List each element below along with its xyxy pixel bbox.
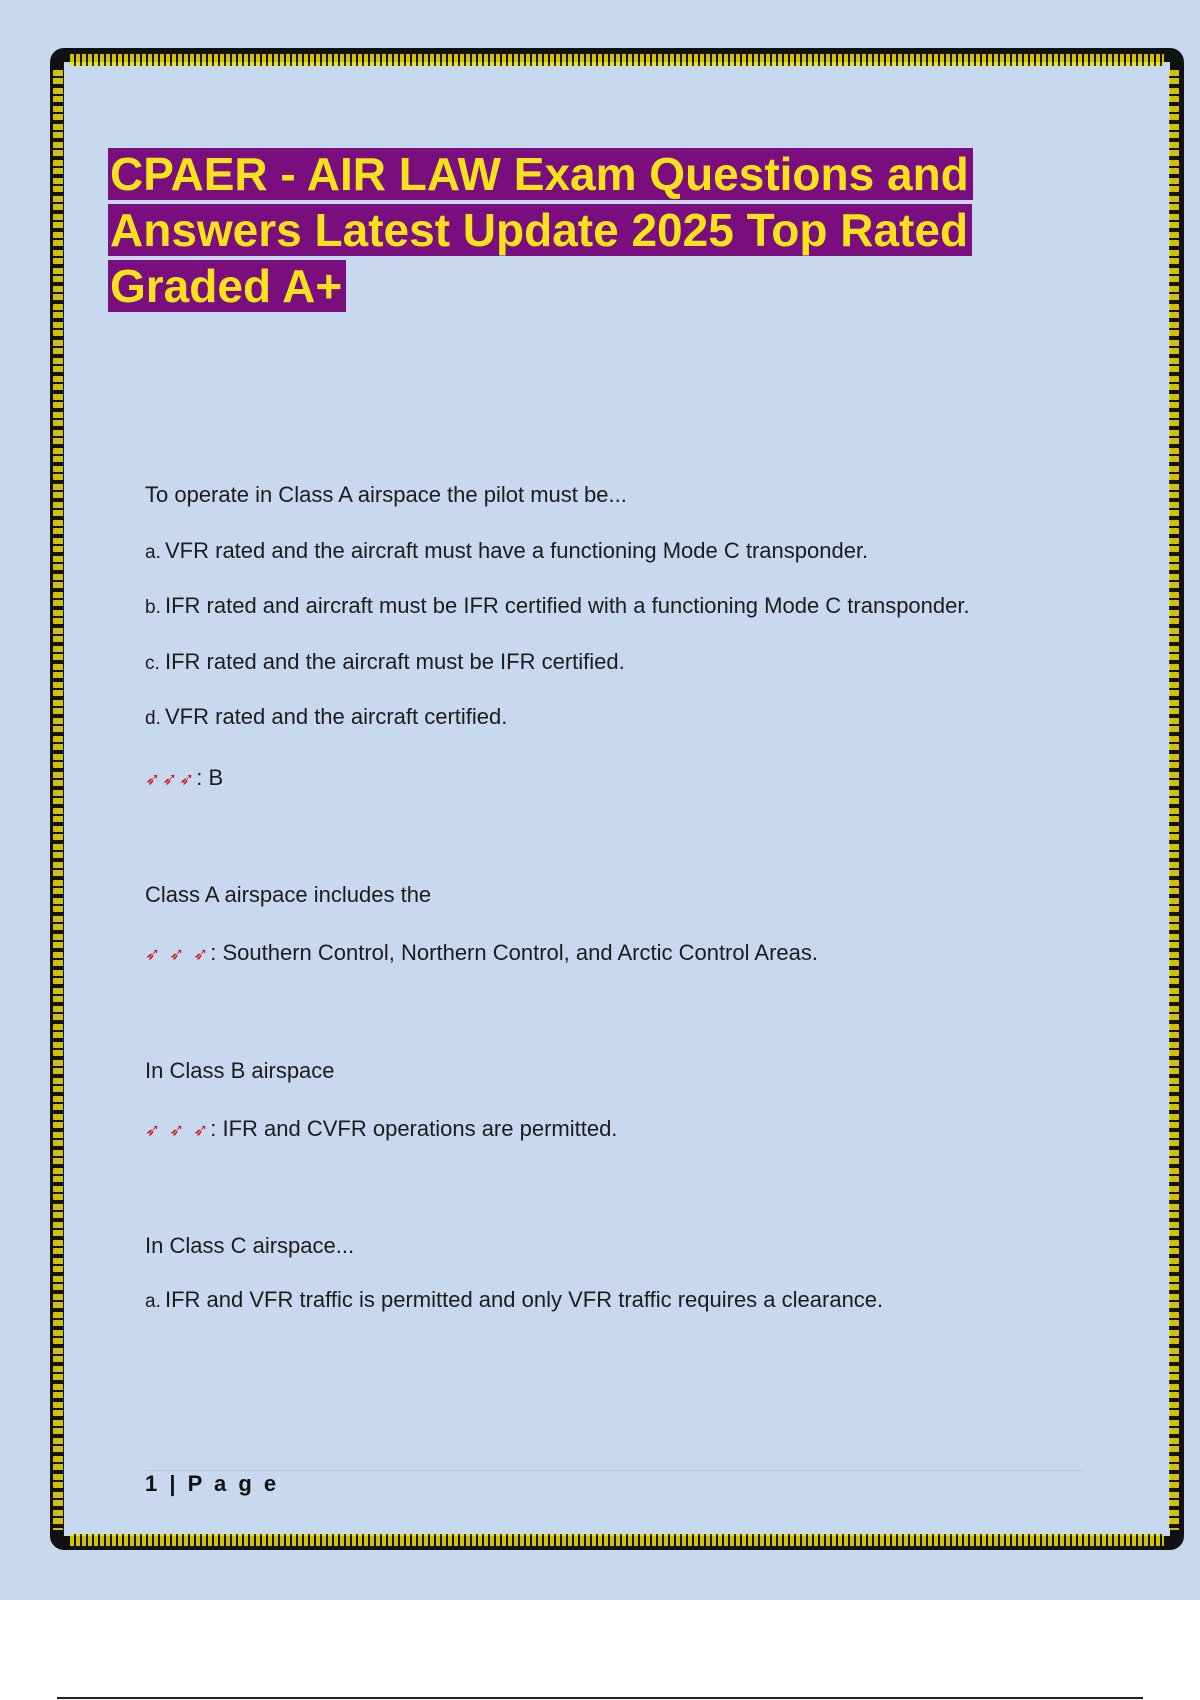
- document-title: [108, 146, 1058, 314]
- question-text: In Class B airspace: [145, 1058, 335, 1083]
- option-text: IFR rated and the aircraft must be IFR certified.: [165, 649, 625, 674]
- option-text: IFR rated and aircraft must be IFR certified with a functioning Mode C transponder.: [165, 593, 970, 618]
- option-text: VFR rated and the aircraft certified.: [165, 704, 508, 729]
- question-text: Class A airspace includes the: [145, 882, 432, 907]
- border-pattern-bottom: [70, 1534, 1164, 1546]
- question-text: In Class C airspace...: [145, 1233, 355, 1258]
- option-text: IFR and VFR traffic is permitted and only VFR traffic requires a clearance.: [165, 1287, 884, 1312]
- question-text: To operate in Class A airspace the pilot must be...: [145, 482, 627, 507]
- answer-option: [145, 649, 625, 675]
- border-pattern-left: [53, 70, 63, 1530]
- title-line-1: CPAER - AIR LAW Exam Questions and: [108, 148, 973, 200]
- answer-option: [145, 593, 970, 619]
- option-letter: d.: [145, 708, 161, 729]
- option-text: VFR rated and the aircraft must have a functioning Mode C transponder.: [165, 538, 869, 563]
- answer-arrow-icon: ➶➶➶: [145, 769, 197, 789]
- answer-option: [145, 538, 868, 564]
- border-pattern-top: [70, 54, 1164, 66]
- border-pattern-right: [1169, 70, 1179, 1530]
- answer-option: [145, 1287, 883, 1313]
- option-letter: a.: [145, 542, 161, 563]
- answer-option: [145, 704, 507, 730]
- answer-text: : IFR and CVFR operations are permitted.: [210, 1116, 618, 1141]
- answer-line: [145, 765, 223, 791]
- option-letter: b.: [145, 597, 161, 618]
- answer-arrow-icon: ➶ ➶ ➶: [145, 1120, 211, 1140]
- title-line-3: Graded A+: [108, 260, 346, 312]
- option-letter: c.: [145, 653, 160, 674]
- answer-line: [145, 1116, 617, 1142]
- next-page-divider: [57, 1697, 1143, 1699]
- answer-arrow-icon: ➶ ➶ ➶: [145, 944, 211, 964]
- page-number: 1 | P a g e: [145, 1471, 280, 1496]
- answer-text: : B: [196, 765, 224, 790]
- answer-line: [145, 940, 818, 966]
- footer-divider: [145, 1470, 1085, 1471]
- title-line-2: Answers Latest Update 2025 Top Rated: [108, 204, 972, 256]
- option-letter: a.: [145, 1291, 161, 1312]
- answer-text: : Southern Control, Northern Control, and Arctic Control Areas.: [210, 940, 818, 965]
